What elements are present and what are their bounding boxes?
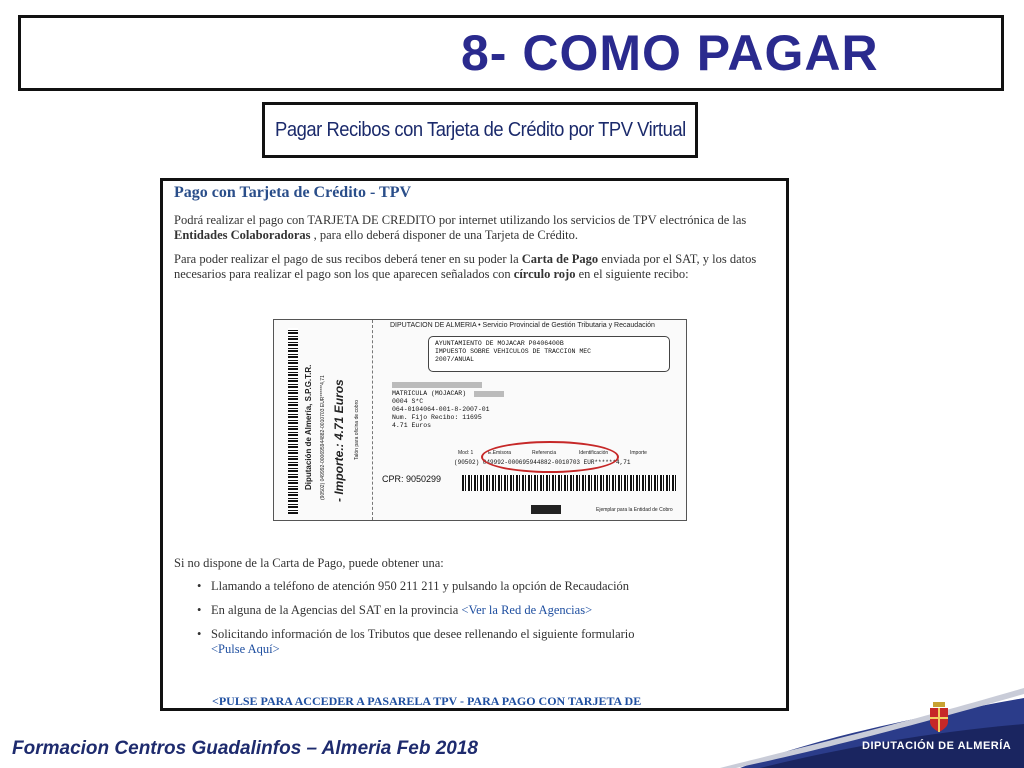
bullet-icon: •	[197, 579, 202, 593]
col-label-identificacion: Identificación	[579, 450, 609, 456]
col-label-referencia: Referencia	[532, 450, 557, 456]
detail-line-2: 0004 S*C	[392, 398, 424, 405]
crest-icon	[928, 702, 950, 732]
p1-text-c: , para ello deberá disponer de una Tarjeta de Crédito.	[310, 228, 579, 242]
bullet-icon: •	[197, 603, 202, 617]
cpr-label: CPR: 9050299	[382, 474, 442, 484]
receipt-side-org: Diputación de Almería, S.P.G.T.R.	[304, 364, 313, 490]
list-item-text: En alguna de la Agencias del SAT en la provincia	[211, 603, 462, 617]
brand-name: DIPUTACIÓN DE ALMERÍA	[862, 740, 1012, 752]
receipt-side-code: (90502) 049992-000695944882-0010703 EUR******4,71	[320, 375, 326, 500]
col-label-emisora: E.Emisora	[488, 450, 512, 456]
list-item	[187, 627, 777, 657]
doc-heading: Pago con Tarjeta de Crédito - TPV	[174, 184, 412, 201]
receipt-side-panel	[274, 320, 373, 520]
title-box	[18, 15, 1004, 91]
footer-course-text: Formacion Centros Guadalinfos – Almeria Feb 2018	[12, 738, 478, 759]
detail-line-4: Num. Fijo Recibo: 11695	[392, 414, 482, 421]
receipt-side-amount: - Importe.: 4.71 Euros	[332, 379, 346, 502]
options-list	[187, 579, 777, 666]
detail-line-5: 4.71 Euros	[392, 422, 432, 429]
detail-line-3: 064-0104064-001-8-2007-01	[392, 406, 490, 413]
p2-bold-1: Carta de Pago	[521, 252, 599, 266]
red-circle-highlight	[481, 441, 619, 473]
brand-wave-graphic	[700, 680, 1024, 768]
pulse-aqui-link[interactable]: <Pulse Aquí>	[211, 642, 280, 656]
vertical-barcode	[288, 328, 298, 514]
slide-subtitle: Pagar Recibos con Tarjeta de Crédito por TPV Virtual	[275, 119, 686, 141]
redacted-name	[392, 382, 482, 388]
col-label-importe: Importe	[630, 450, 647, 456]
box-line-3: 2007/ANUAL	[435, 356, 475, 363]
tpv-gateway-link[interactable]: <PULSE PARA ACCEDER A PASARELA TPV - PARA PAGO CON TARJETA DE	[212, 694, 642, 708]
p1-bold: Entidades Colaboradoras	[174, 228, 311, 242]
p1-text-a: Podrá realizar el pago con TARJETA DE CREDITO por internet utilizando los servicios de TPV electrónica de las	[174, 213, 747, 227]
list-item	[187, 579, 777, 594]
box-line-2: IMPUESTO SOBRE VEHICULOS DE TRACCION MEC	[435, 348, 592, 355]
p2-text-e: en el siguiente recibo:	[575, 267, 689, 281]
p2-text-a: Para poder realizar el pago de sus recibos deberá tener en su poder la	[174, 252, 522, 266]
list-item-text: Llamando a teléfono de atención 950 211 211 y pulsando la opción de Recaudación	[211, 579, 630, 593]
document-screenshot	[160, 178, 789, 711]
p2-bold-2: círculo rojo	[513, 267, 576, 281]
bullet-icon: •	[197, 627, 202, 641]
box-line-1: AYUNTAMIENTO DE MOJACAR P0406400B	[435, 340, 564, 347]
paragraph-1	[174, 213, 774, 243]
list-item	[187, 603, 777, 618]
col-label-mod: Mod: 1	[458, 450, 474, 456]
copy-note: Ejemplar para la Entidad de Cobro	[596, 507, 673, 513]
horizontal-barcode	[462, 475, 677, 491]
receipt-header: DIPUTACION DE ALMERIA • Servicio Provincial de Gestión Tributaria y Recaudación	[390, 322, 655, 329]
p2-text-c: enviada por el SAT, y los datos necesarios para realizar el pago son los que aparecen señalados con	[174, 252, 757, 281]
receipt-mark	[531, 505, 561, 514]
receipt-info-box	[428, 336, 670, 372]
receipt-image	[273, 319, 687, 521]
paragraph-3: Si no dispone de la Carta de Pago, puede obtener una:	[174, 556, 444, 570]
payment-code-line: (90502) 049992-000695944882-0010703 EUR******4,71	[454, 459, 631, 466]
paragraph-2	[174, 252, 774, 282]
redacted-plate	[474, 391, 504, 397]
agencies-link[interactable]: <Ver la Red de Agencias>	[461, 603, 593, 617]
detail-line-1: MATRICULA (MOJACAR)	[392, 390, 467, 397]
receipt-side-note: Talón para oficina de cobro	[354, 399, 360, 460]
slide-title: 8- COMO PAGAR	[461, 25, 879, 81]
subtitle-box	[262, 102, 698, 158]
list-item-text: Solicitando información de los Tributos que desee rellenando el siguiente formulario	[211, 627, 635, 641]
